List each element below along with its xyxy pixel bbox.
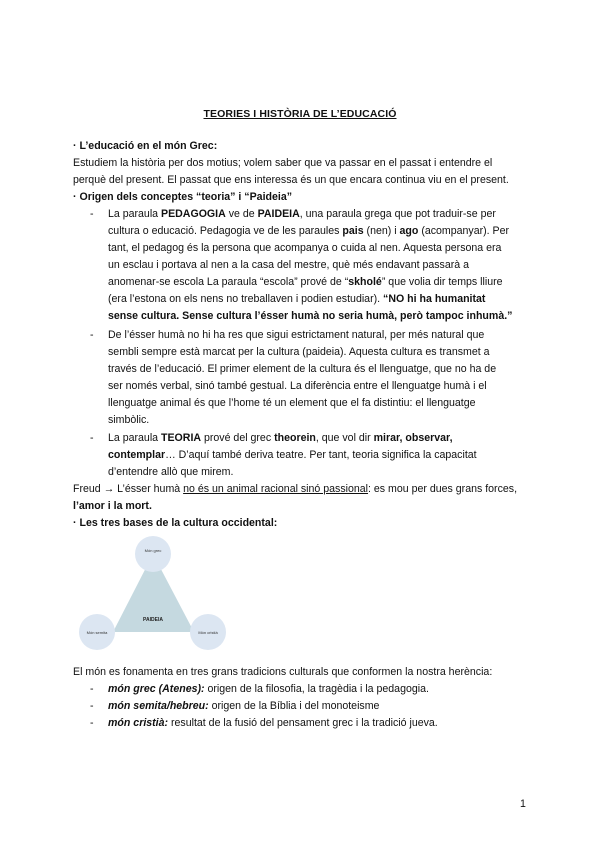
bullet-dash: - <box>90 683 94 695</box>
bullet-line: tant, el pedagog és la persona que acompanya o cuida al nen. Aquesta persona era <box>108 242 502 254</box>
bullet-line: contemplar… D’aquí també deriva teatre. Per tant, teoria significa la capacitat <box>108 449 477 461</box>
bullet-line: sembli sempre està marcat per la cultura (paideia). Aquesta cultura es transmet a <box>108 346 490 358</box>
list-item: món semita/hebreu: origen de la Bíblia i del monoteisme <box>108 700 380 712</box>
freud-line: Freud → L’ésser humà no és un animal racional sinó passional: es mou per dues grans forces, <box>73 483 518 495</box>
bullet-line: ser només verbal, sinó també gestual. La diferència entre el llenguatge humà i el <box>108 380 487 392</box>
diagram-center-label: PAIDEIA <box>143 617 163 623</box>
paragraph-line: El món es fonamenta en tres grans tradicions culturals que conformen la nostra herència: <box>73 666 493 678</box>
bullet-line: llenguatge animal és que l’home té un element que el fa distintiu: el llenguatge <box>108 397 476 409</box>
paragraph-line: Estudiem la història per dos motius; volem saber que va passar en el passat i entendre el <box>73 157 493 169</box>
bullet-line: (era l’estona on els nens no treballaven i podien estudiar). “NO hi ha humanitat <box>108 293 486 305</box>
bullet-line: través de l’educació. El primer element de la cultura és el llenguatge, que no ha de <box>108 363 497 375</box>
node-label-left: Món semita <box>86 630 108 635</box>
bullet-line: un esclau i portava al nen a la casa del mestre, què més endavant passarà a <box>108 259 469 271</box>
section-heading-origin-concepts: · Origen dels conceptes “teoria” i “Paideia” <box>73 191 293 203</box>
node-label-top: Món grec <box>144 548 162 553</box>
bullet-dash: - <box>90 432 94 444</box>
bullet-dash: - <box>90 208 94 220</box>
bullet-dash: - <box>90 717 94 729</box>
list-item: món grec (Atenes): origen de la filosofia, la tragèdia i la pedagogia. <box>108 683 429 695</box>
bullet-line: cultura o educació. Pedagogia ve de les paraules pais (nen) i ago (acompanyar). Per <box>108 225 510 237</box>
section-heading-greek-education: · L’educació en el món Grec: <box>73 140 218 152</box>
node-greek-world <box>135 536 171 572</box>
bullet-line: sense cultura. Sense cultura l’ésser humà no seria humà, però tampoc inhumà.” <box>108 310 513 322</box>
node-label-right: Món cristià <box>198 630 218 635</box>
page-number: 1 <box>520 798 526 810</box>
list-item: món cristià: resultat de la fusió del pensament grec i la tradició jueva. <box>108 717 438 729</box>
bullet-line: d’entendre allò que mirem. <box>108 466 234 478</box>
bullet-line: La paraula TEORIA prové del grec theorein, que vol dir mirar, observar, <box>108 432 453 444</box>
bullet-dash: - <box>90 329 94 341</box>
bullet-line: La paraula PEDAGOGIA ve de PAIDEIA, una paraula grega que pot traduir-se per <box>108 208 496 220</box>
bullet-line: simbòlic. <box>108 414 150 426</box>
paragraph-line: perquè del present. El passat que ens interessa és un que encara continua viu en el present. <box>73 174 509 186</box>
bullet-line: anomenar-se escola La paraula “escola” prové de “skholé” que volia dir temps lliure <box>108 276 503 288</box>
bullet-dash: - <box>90 700 94 712</box>
page-title: TEORIES I HISTÒRIA DE L’EDUCACIÓ <box>203 108 397 120</box>
section-heading-three-bases: · Les tres bases de la cultura occidental: <box>73 517 278 529</box>
freud-line: l’amor i la mort. <box>73 500 152 512</box>
bullet-line: De l’ésser humà no hi ha res que sigui estrictament natural, per més natural que <box>108 329 485 341</box>
